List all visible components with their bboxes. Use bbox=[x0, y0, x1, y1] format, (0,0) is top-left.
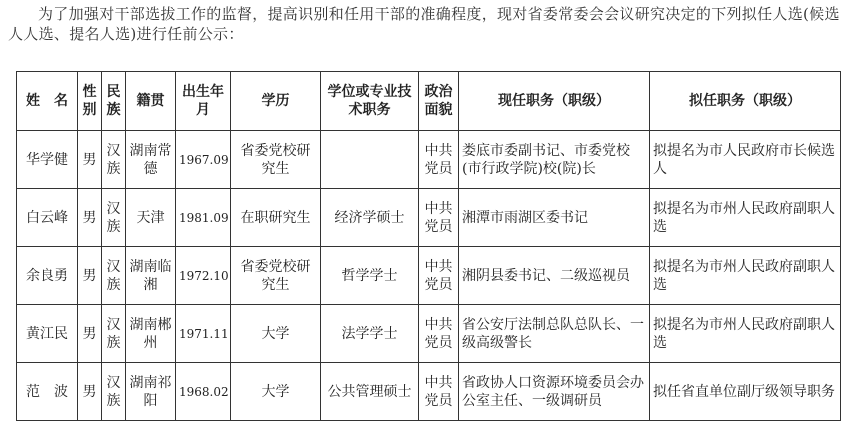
cell-proposed-post: 拟提名为市州人民政府副职人选 bbox=[650, 305, 841, 363]
cell-gender: 男 bbox=[78, 305, 102, 363]
cell-education: 大学 bbox=[231, 363, 321, 421]
header-degree: 学位或专业技术职务 bbox=[321, 72, 419, 131]
cell-name: 黄江民 bbox=[17, 305, 78, 363]
cell-politics: 中共党员 bbox=[419, 363, 459, 421]
cell-birth: 1972.10 bbox=[176, 247, 231, 305]
candidate-table bbox=[16, 71, 841, 421]
header-gender: 性别 bbox=[78, 72, 102, 131]
cell-name: 华学健 bbox=[17, 131, 78, 189]
cell-ethnicity: 汉族 bbox=[102, 189, 126, 247]
intro-paragraph: 为了加强对干部选拔工作的监督，提高识别和任用干部的准确程度，现对省委常委会会议研究决定的下列拟任人选(候选人人选、提名人选)进行任前公示： bbox=[8, 5, 840, 43]
cell-education: 在职研究生 bbox=[231, 189, 321, 247]
cell-current-post: 省政协人口资源环境委员会办公室主任、一级调研员 bbox=[459, 363, 650, 421]
table-row bbox=[17, 131, 841, 189]
cell-birth: 1967.09 bbox=[176, 131, 231, 189]
cell-education: 大学 bbox=[231, 305, 321, 363]
cell-ethnicity: 汉族 bbox=[102, 363, 126, 421]
cell-current-post: 省公安厅法制总队总队长、一级高级警长 bbox=[459, 305, 650, 363]
header-proposed-post: 拟任职务（职级） bbox=[650, 72, 841, 131]
cell-politics: 中共党员 bbox=[419, 305, 459, 363]
table-row bbox=[17, 363, 841, 421]
table-row bbox=[17, 247, 841, 305]
cell-gender: 男 bbox=[78, 247, 102, 305]
cell-origin: 湖南祁阳 bbox=[126, 363, 176, 421]
cell-name: 白云峰 bbox=[17, 189, 78, 247]
header-education: 学历 bbox=[231, 72, 321, 131]
header-current-post: 现任职务（职级） bbox=[459, 72, 650, 131]
cell-birth: 1981.09 bbox=[176, 189, 231, 247]
cell-ethnicity: 汉族 bbox=[102, 247, 126, 305]
header-row bbox=[17, 72, 841, 131]
table-row bbox=[17, 189, 841, 247]
cell-birth: 1968.02 bbox=[176, 363, 231, 421]
cell-degree: 哲学学士 bbox=[321, 247, 419, 305]
cell-gender: 男 bbox=[78, 131, 102, 189]
cell-proposed-post: 拟任省直单位副厅级领导职务 bbox=[650, 363, 841, 421]
cell-politics: 中共党员 bbox=[419, 247, 459, 305]
table-row bbox=[17, 305, 841, 363]
cell-name: 余良勇 bbox=[17, 247, 78, 305]
cell-education: 省委党校研究生 bbox=[231, 131, 321, 189]
cell-politics: 中共党员 bbox=[419, 131, 459, 189]
cell-degree: 经济学硕士 bbox=[321, 189, 419, 247]
cell-ethnicity: 汉族 bbox=[102, 131, 126, 189]
cell-current-post: 湘潭市雨湖区委书记 bbox=[459, 189, 650, 247]
header-politics: 政治面貌 bbox=[419, 72, 459, 131]
cell-proposed-post: 拟提名为市州人民政府副职人选 bbox=[650, 189, 841, 247]
header-origin: 籍贯 bbox=[126, 72, 176, 131]
cell-origin: 湖南常德 bbox=[126, 131, 176, 189]
cell-education: 省委党校研究生 bbox=[231, 247, 321, 305]
cell-current-post: 湘阴县委书记、二级巡视员 bbox=[459, 247, 650, 305]
cell-ethnicity: 汉族 bbox=[102, 305, 126, 363]
cell-gender: 男 bbox=[78, 189, 102, 247]
cell-degree: 公共管理硕士 bbox=[321, 363, 419, 421]
cell-proposed-post: 拟提名为市州人民政府副职人选 bbox=[650, 247, 841, 305]
cell-degree bbox=[321, 131, 419, 189]
cell-origin: 天津 bbox=[126, 189, 176, 247]
header-ethnicity: 民族 bbox=[102, 72, 126, 131]
cell-degree: 法学学士 bbox=[321, 305, 419, 363]
header-birth: 出生年月 bbox=[176, 72, 231, 131]
cell-birth: 1971.11 bbox=[176, 305, 231, 363]
cell-gender: 男 bbox=[78, 363, 102, 421]
cell-proposed-post: 拟提名为市人民政府市长候选人 bbox=[650, 131, 841, 189]
cell-politics: 中共党员 bbox=[419, 189, 459, 247]
cell-origin: 湖南临湘 bbox=[126, 247, 176, 305]
cell-origin: 湖南郴州 bbox=[126, 305, 176, 363]
cell-name: 范 波 bbox=[17, 363, 78, 421]
cell-current-post: 娄底市委副书记、市委党校(市行政学院)校(院)长 bbox=[459, 131, 650, 189]
header-name: 姓 名 bbox=[17, 72, 78, 131]
